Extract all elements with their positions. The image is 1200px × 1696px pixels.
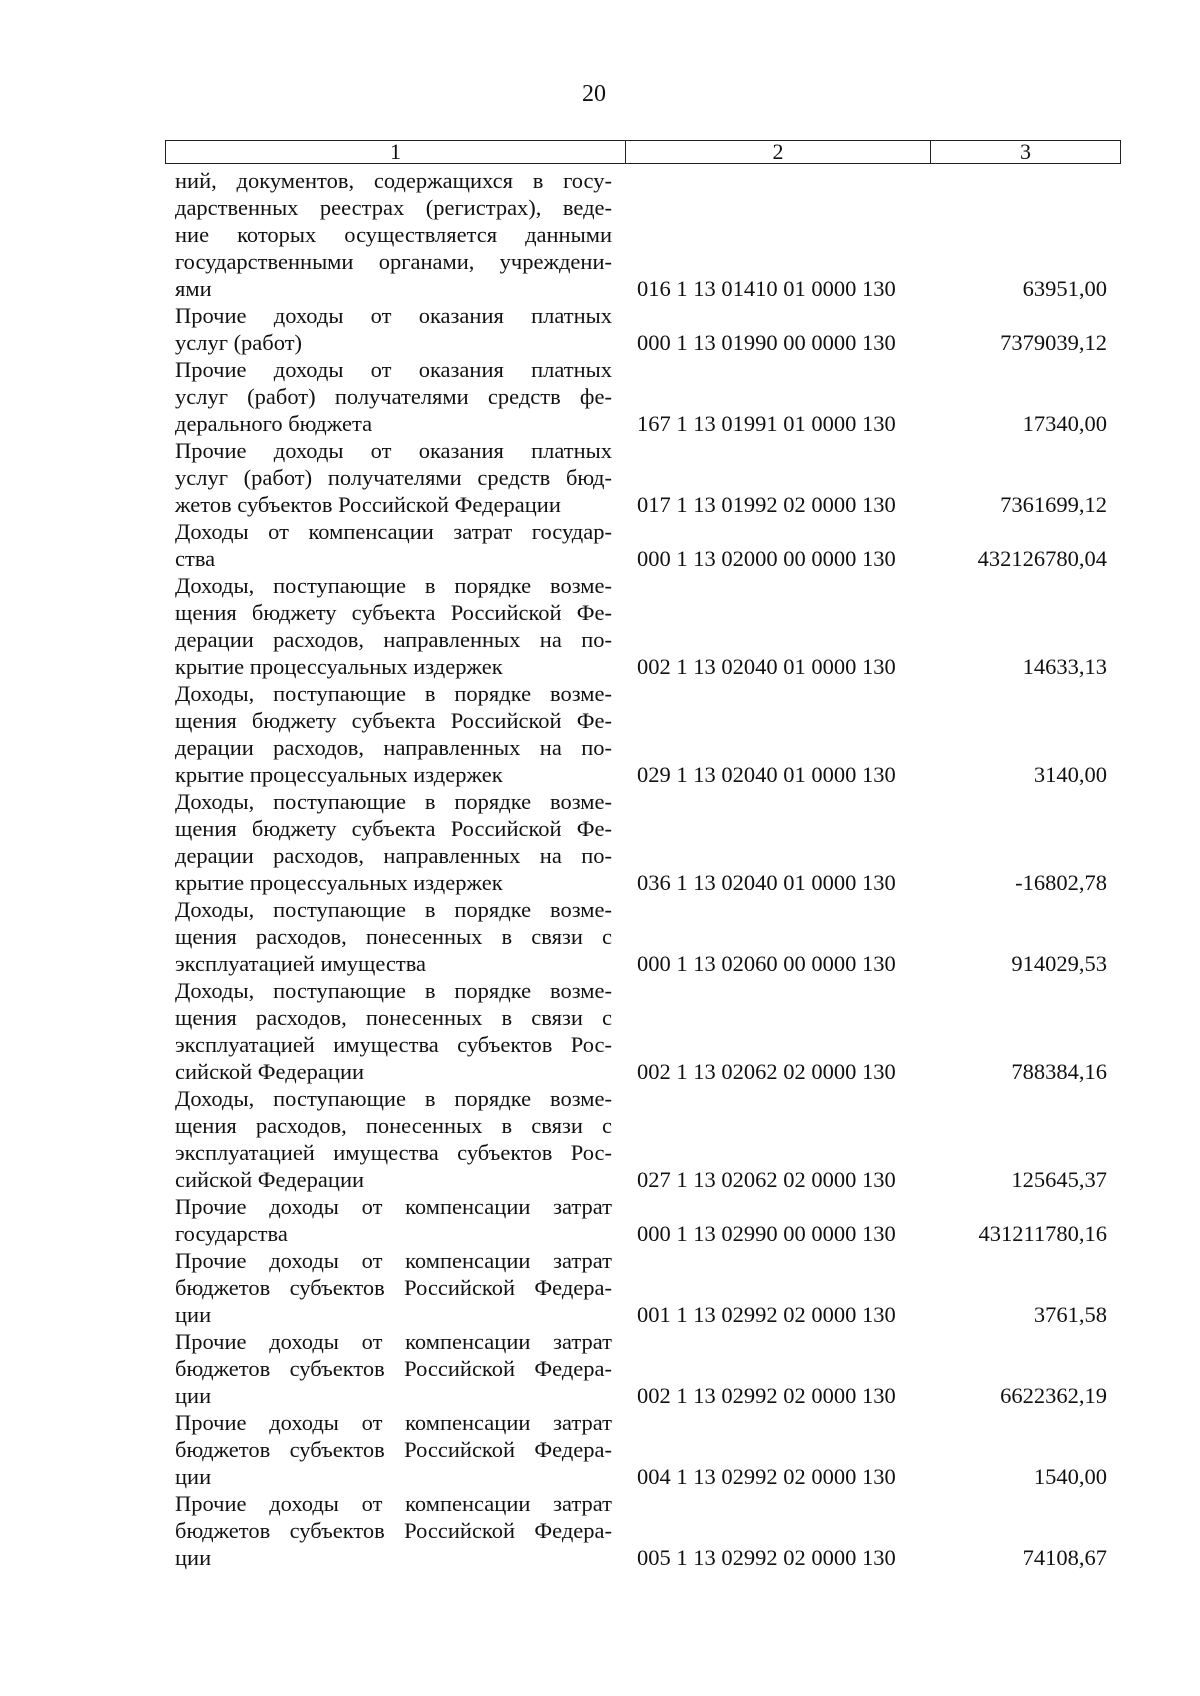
- description-line: бюджетов субъектов Российской Федера-: [175, 1437, 612, 1462]
- description-line: ции: [175, 1464, 212, 1489]
- amount: 7379039,12: [1000, 330, 1107, 355]
- description-line: щения бюджету субъекта Российской Фе-: [175, 708, 612, 733]
- description-line: Прочие доходы от компенсации затрат: [175, 1329, 612, 1354]
- description-line: ями: [175, 276, 212, 301]
- description-line: щения бюджету субъекта Российской Фе-: [175, 816, 612, 841]
- description-line: ний, документов, содержащихся в госу-: [175, 168, 612, 193]
- table-row: [0, 1328, 1200, 1409]
- budget-code: 002 1 13 02062 02 0000 130: [637, 1059, 896, 1084]
- row-description: [175, 437, 612, 518]
- description-line: бюджетов субъектов Российской Федера-: [175, 1356, 612, 1381]
- table-row: [0, 437, 1200, 518]
- budget-code: 016 1 13 01410 01 0000 130: [637, 276, 896, 301]
- description-line: эксплуатацией имущества: [175, 951, 427, 976]
- description-line: Доходы, поступающие в порядке возме-: [175, 897, 612, 922]
- row-description: [175, 680, 612, 788]
- description-line: жетов субъектов Российской Федерации: [175, 492, 561, 517]
- amount: 1540,00: [1033, 1464, 1107, 1489]
- row-description: [175, 1085, 612, 1193]
- description-line: сийской Федерации: [175, 1059, 365, 1084]
- budget-code: 001 1 13 02992 02 0000 130: [637, 1302, 896, 1327]
- description-line: Прочие доходы от компенсации затрат: [175, 1248, 612, 1273]
- description-line: щения расходов, понесенных в связи с: [175, 924, 612, 949]
- description-line: Прочие доходы от компенсации затрат: [175, 1194, 612, 1219]
- row-description: [175, 167, 612, 302]
- row-description: [175, 1490, 612, 1571]
- page-number: 20: [582, 81, 606, 107]
- description-line: крытие процессуальных издержек: [175, 654, 503, 679]
- row-description: [175, 518, 612, 572]
- description-line: бюджетов субъектов Российской Федера-: [175, 1518, 612, 1543]
- row-description: [175, 1193, 612, 1247]
- description-line: Прочие доходы от оказания платных: [175, 438, 612, 463]
- amount: 3761,58: [1033, 1302, 1107, 1327]
- description-line: сийской Федерации: [175, 1167, 365, 1192]
- description-line: бюджетов субъектов Российской Федера-: [175, 1275, 612, 1300]
- table-row: [0, 1409, 1200, 1490]
- budget-code: 027 1 13 02062 02 0000 130: [637, 1167, 896, 1192]
- description-line: услуг (работ): [175, 330, 303, 355]
- amount: 432126780,04: [977, 546, 1107, 571]
- description-line: эксплуатацией имущества субъектов Рос-: [175, 1032, 612, 1057]
- description-line: дерации расходов, направленных на по-: [175, 735, 612, 760]
- description-line: ства: [175, 546, 216, 571]
- table-row: [0, 167, 1200, 302]
- description-line: Доходы, поступающие в порядке возме-: [175, 789, 612, 814]
- table-row: [0, 518, 1200, 572]
- budget-code: 167 1 13 01991 01 0000 130: [637, 411, 896, 436]
- row-description: [175, 356, 612, 437]
- description-line: щения бюджету субъекта Российской Фе-: [175, 600, 612, 625]
- row-description: [175, 896, 612, 977]
- description-line: Прочие доходы от оказания платных: [175, 303, 612, 328]
- table-row: [0, 977, 1200, 1085]
- description-line: Прочие доходы от компенсации затрат: [175, 1410, 612, 1435]
- budget-code: 002 1 13 02992 02 0000 130: [637, 1383, 896, 1408]
- description-line: Прочие доходы от компенсации затрат: [175, 1491, 612, 1516]
- row-description: [175, 788, 612, 896]
- budget-code: 004 1 13 02992 02 0000 130: [637, 1464, 896, 1489]
- amount: 6622362,19: [1000, 1383, 1107, 1408]
- amount: 3140,00: [1033, 762, 1107, 787]
- description-line: крытие процессуальных издержек: [175, 762, 503, 787]
- amount: 431211780,16: [978, 1221, 1107, 1246]
- table-row: [0, 788, 1200, 896]
- table-row: [0, 1247, 1200, 1328]
- table-row: [0, 302, 1200, 356]
- description-line: ции: [175, 1383, 212, 1408]
- description-line: Доходы, поступающие в порядке возме-: [175, 1086, 612, 1111]
- amount: 14633,13: [1022, 654, 1107, 679]
- description-line: услуг (работ) получателями средств бюд-: [175, 465, 612, 490]
- table-row: [0, 896, 1200, 977]
- budget-code: 005 1 13 02992 02 0000 130: [637, 1545, 896, 1570]
- table-row: [0, 1085, 1200, 1193]
- description-line: Доходы от компенсации затрат государ-: [175, 519, 612, 544]
- description-line: Доходы, поступающие в порядке возме-: [175, 681, 612, 706]
- table-header: [165, 140, 1121, 164]
- description-line: ние которых осуществляется данными: [175, 222, 612, 247]
- description-line: щения расходов, понесенных в связи с: [175, 1005, 612, 1030]
- row-description: [175, 1247, 612, 1328]
- description-line: государственными органами, учреждени-: [175, 249, 612, 274]
- budget-code: 000 1 13 01990 00 0000 130: [637, 330, 896, 355]
- budget-code: 017 1 13 01992 02 0000 130: [637, 492, 896, 517]
- description-line: дарственных реестрах (регистрах), веде-: [175, 195, 612, 220]
- row-description: [175, 1328, 612, 1409]
- amount: 7361699,12: [1000, 492, 1107, 517]
- column-header-1: 1: [166, 141, 626, 163]
- amount: -16802,78: [1015, 870, 1107, 895]
- row-description: [175, 302, 612, 356]
- budget-code: 000 1 13 02000 00 0000 130: [637, 546, 896, 571]
- amount: 63951,00: [1022, 276, 1107, 301]
- description-line: услуг (работ) получателями средств фе-: [175, 384, 612, 409]
- amount: 788384,16: [1011, 1059, 1107, 1084]
- table-row: [0, 356, 1200, 437]
- table-row: [0, 1193, 1200, 1247]
- description-line: дерации расходов, направленных на по-: [175, 843, 612, 868]
- table-row: [0, 572, 1200, 680]
- amount: 17340,00: [1022, 411, 1107, 436]
- description-line: дерации расходов, направленных на по-: [175, 627, 612, 652]
- amount: 125645,37: [1011, 1167, 1107, 1192]
- table-body: [0, 167, 1200, 1571]
- row-description: [175, 572, 612, 680]
- row-description: [175, 1409, 612, 1490]
- description-line: Прочие доходы от оказания платных: [175, 357, 612, 382]
- column-header-2: 2: [626, 141, 931, 163]
- description-line: ции: [175, 1545, 212, 1570]
- column-header-3: 3: [1020, 139, 1031, 164]
- description-line: Доходы, поступающие в порядке возме-: [175, 978, 612, 1003]
- budget-code: 029 1 13 02040 01 0000 130: [637, 762, 896, 787]
- amount: 74108,67: [1022, 1545, 1107, 1570]
- table-row: [0, 680, 1200, 788]
- budget-code: 002 1 13 02040 01 0000 130: [637, 654, 896, 679]
- table-row: [0, 1490, 1200, 1571]
- description-line: ции: [175, 1302, 212, 1327]
- description-line: Доходы, поступающие в порядке возме-: [175, 573, 612, 598]
- description-line: государства: [175, 1221, 288, 1246]
- amount: 914029,53: [1011, 951, 1107, 976]
- row-description: [175, 977, 612, 1085]
- description-line: дерального бюджета: [175, 411, 373, 436]
- budget-code: 036 1 13 02040 01 0000 130: [637, 870, 896, 895]
- description-line: эксплуатацией имущества субъектов Рос-: [175, 1140, 612, 1165]
- budget-code: 000 1 13 02060 00 0000 130: [637, 951, 896, 976]
- description-line: крытие процессуальных издержек: [175, 870, 503, 895]
- description-line: щения расходов, понесенных в связи с: [175, 1113, 612, 1138]
- budget-code: 000 1 13 02990 00 0000 130: [637, 1221, 896, 1246]
